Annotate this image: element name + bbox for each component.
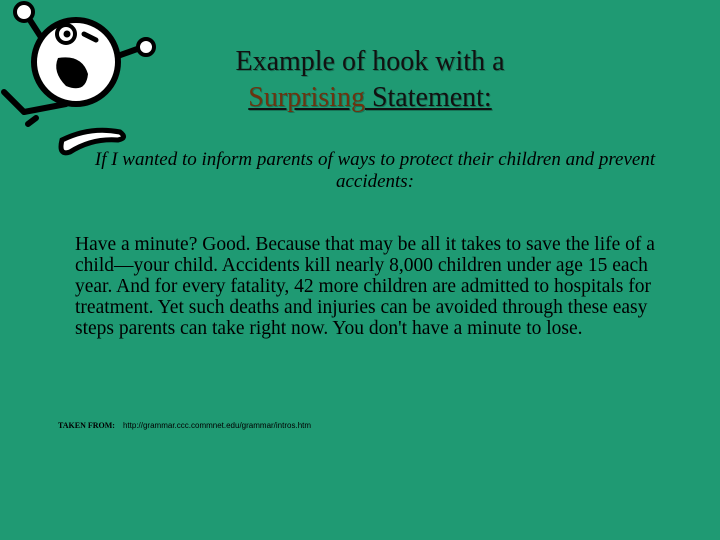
slide-title [150,44,590,116]
slide-subtitle: If I wanted to inform parents of ways to protect their children and prevent accidents: [94,149,656,192]
source-label: TAKEN FROM: [58,421,115,430]
source-citation [58,421,558,430]
surprised-stick-figure-icon [0,0,170,170]
hook-paragraph: Have a minute? Good. Because that may be all it takes to save the life of a child—your child. Accidents kill nearly 8,000 children under age 15 each year. And for every fatality, 42 more children are admitted to hospitals for treatment. Yet such deaths and injuries can be avoided through these easy steps parents can take right now. You don't have a minute to lose. [75,234,655,339]
title-highlight-word: Surprising [248,82,365,113]
source-url: http://grammar.ccc.commnet.edu/grammar/intros.htm [122,421,312,430]
title-line-2 [150,80,590,116]
title-line-2-rest: Statement: [364,82,492,113]
title-line-1: Example of hook with a [235,46,505,77]
